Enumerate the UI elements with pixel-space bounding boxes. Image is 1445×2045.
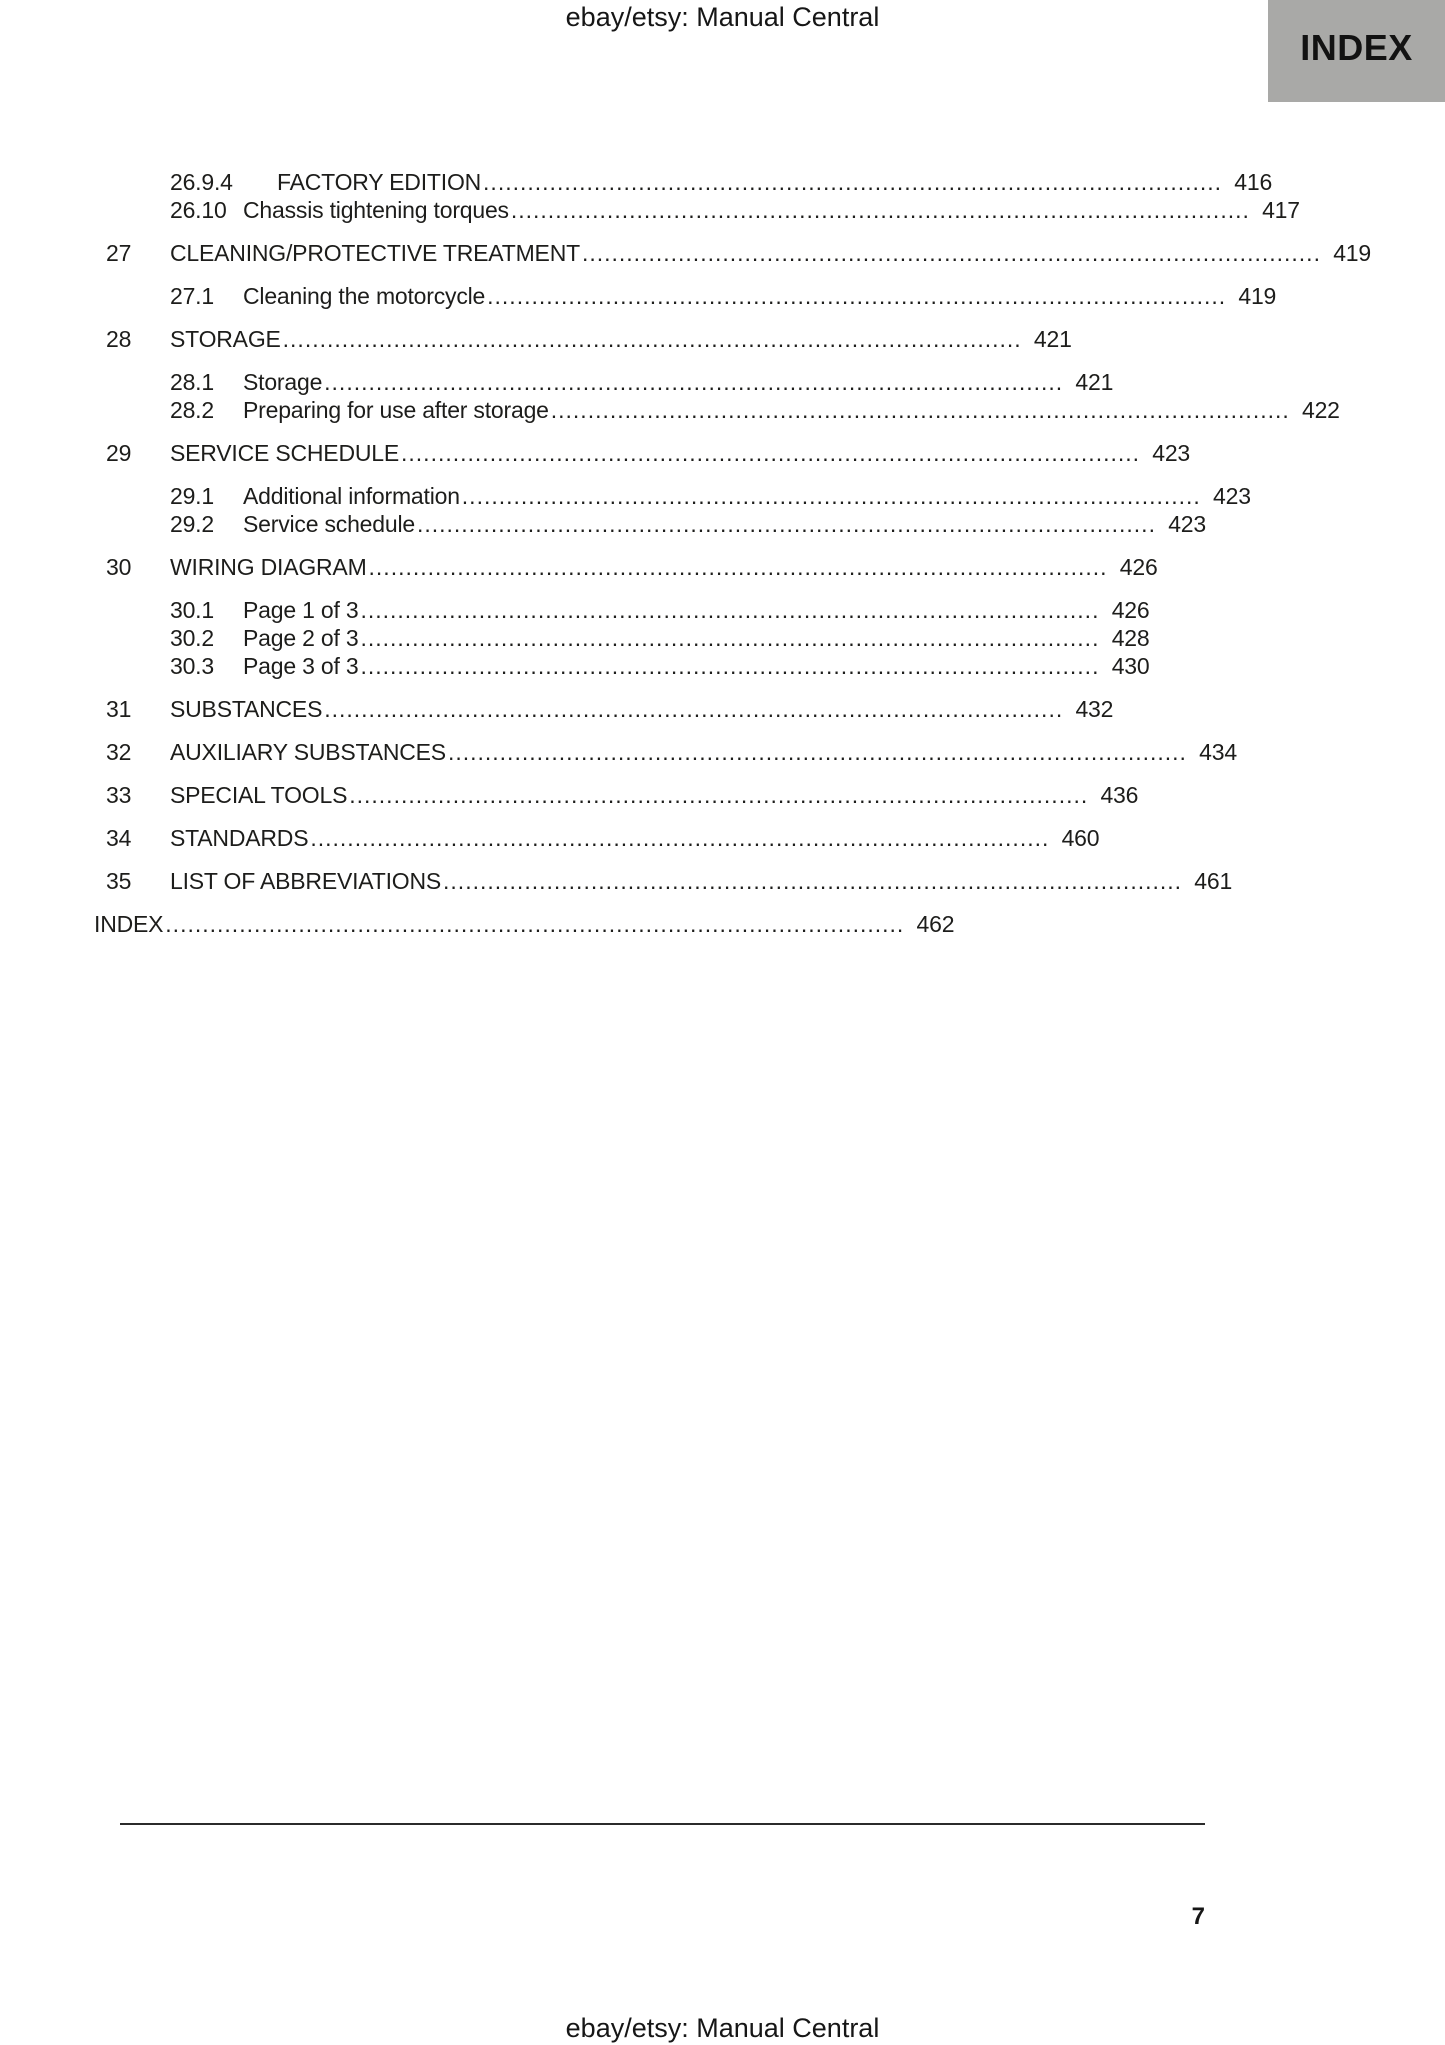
toc-entry-page: 461 [1194, 868, 1233, 894]
toc-entry-page: 460 [1061, 825, 1100, 851]
toc-entry-page: 421 [1075, 369, 1114, 395]
toc-entry-page: 422 [1301, 397, 1340, 423]
toc-entry-page: 423 [1213, 483, 1251, 509]
toc-entry-page: 432 [1075, 696, 1114, 722]
toc-leader-dots: .................................................................................................... [550, 397, 1290, 423]
toc-entry-number: 34 [106, 825, 132, 851]
toc-entry-title: CLEANING/PROTECTIVE TREATMENT [170, 240, 580, 266]
toc-leader-dots: .................................................................................................... [360, 653, 1100, 679]
toc-entry-page: 436 [1100, 782, 1139, 808]
toc-entry-number: 30 [106, 554, 132, 580]
toc-entry-page: 416 [1234, 169, 1273, 195]
toc-entry [94, 168, 1273, 196]
toc-entry-title: WIRING DIAGRAM [170, 554, 367, 580]
toc-entry-title: SPECIAL TOOLS [170, 782, 348, 808]
toc-entry-number: 30.1 [170, 597, 214, 623]
toc-leader-dots: .................................................................................................... [483, 169, 1223, 195]
toc-entry [94, 781, 1139, 809]
toc-entry [94, 738, 1237, 766]
toc-entry-page: 417 [1262, 197, 1300, 223]
toc-entry-number: 32 [106, 739, 132, 765]
toc-entry [94, 282, 1277, 310]
toc-entry-title: LIST OF ABBREVIATIONS [170, 868, 442, 894]
document-header-title: ebay/etsy: Manual Central [565, 2, 880, 32]
toc-entry-title: Cleaning the motorcycle [243, 283, 486, 309]
toc-entry-title: Page 3 of 3 [243, 653, 359, 679]
toc-entry-title: STORAGE [170, 326, 281, 352]
toc-leader-dots: .................................................................................................... [487, 283, 1227, 309]
toc-entry-number: 29.1 [170, 483, 214, 509]
toc-entry-page: 434 [1199, 739, 1237, 765]
toc-entry-number: 26.9.4 [170, 169, 233, 195]
toc-leader-dots: .................................................................................................... [360, 625, 1100, 651]
toc-entry-title: AUXILIARY SUBSTANCES [170, 739, 446, 765]
toc-entry [94, 624, 1150, 652]
toc-entry [94, 368, 1114, 396]
toc-entry-title: Page 2 of 3 [243, 625, 359, 651]
toc-leader-dots: .................................................................................................... [581, 240, 1321, 266]
toc-entry [94, 553, 1158, 581]
toc-entry-page: 430 [1111, 653, 1150, 679]
toc-entry-page: 421 [1033, 326, 1072, 352]
toc-entry-number: 31 [106, 696, 132, 722]
toc-leader-dots: .................................................................................................... [443, 868, 1183, 894]
toc-entry-number: 29 [106, 440, 132, 466]
toc-entry [94, 824, 1100, 852]
toc-entry-page: 426 [1111, 597, 1150, 623]
toc-entry-number: 28.1 [170, 369, 214, 395]
toc-entry [94, 867, 1233, 895]
toc-entry-number: 26.10 [170, 197, 227, 223]
toc-entry-title: STANDARDS [170, 825, 309, 851]
toc-leader-dots: .................................................................................................... [461, 483, 1201, 509]
toc-entry-title: Service schedule [243, 511, 415, 537]
toc-entry-page: 423 [1152, 440, 1191, 466]
toc-entry-title: Storage [243, 369, 323, 395]
toc-entry [94, 910, 955, 938]
index-tab [1268, 0, 1445, 102]
page-number: 7 [1191, 1903, 1205, 1930]
toc-leader-dots: .................................................................................................... [165, 911, 905, 937]
toc-entry [94, 510, 1206, 538]
toc-leader-dots: .................................................................................................... [324, 696, 1064, 722]
toc-entry [94, 196, 1300, 224]
toc-leader-dots: .................................................................................................... [368, 554, 1108, 580]
toc-entry-title: FACTORY EDITION [277, 169, 482, 195]
toc-leader-dots: .................................................................................................... [416, 511, 1156, 537]
toc-entry-title: SERVICE SCHEDULE [170, 440, 400, 466]
toc-entry-page: 426 [1119, 554, 1158, 580]
toc-leader-dots: .................................................................................................... [349, 782, 1089, 808]
footer-divider [120, 1823, 1205, 1825]
toc-entry-title: SUBSTANCES [170, 696, 323, 722]
toc-leader-dots: .................................................................................................... [447, 739, 1187, 765]
index-tab-label: INDEX [1300, 27, 1413, 68]
toc-entry [94, 239, 1371, 267]
toc-entry [94, 695, 1114, 723]
toc-entry-title: INDEX [94, 911, 164, 937]
toc-entry-page: 419 [1333, 240, 1371, 266]
toc-list [94, 168, 1371, 938]
toc-entry [94, 396, 1340, 424]
toc-entry-number: 35 [106, 868, 132, 894]
toc-entry-page: 428 [1111, 625, 1150, 651]
toc-leader-dots: .................................................................................................... [324, 369, 1064, 395]
toc-leader-dots: .................................................................................................... [310, 825, 1050, 851]
toc-entry-page: 423 [1168, 511, 1206, 537]
toc-entry-title: Preparing for use after storage [243, 397, 549, 423]
toc-entry-title: Page 1 of 3 [243, 597, 359, 623]
toc-entry-number: 28 [106, 326, 132, 352]
toc-entry-number: 29.2 [170, 511, 214, 537]
toc-entry-title: Additional information [243, 483, 460, 509]
toc-entry-page: 462 [916, 911, 955, 937]
toc-entry-number: 33 [106, 782, 132, 808]
toc-leader-dots: .................................................................................................... [401, 440, 1141, 466]
toc-entry [94, 482, 1251, 510]
toc-entry-page: 419 [1238, 283, 1277, 309]
toc-entry [94, 652, 1150, 680]
toc-entry [94, 596, 1150, 624]
toc-leader-dots: .................................................................................................... [510, 197, 1250, 223]
toc-entry-number: 30.3 [170, 653, 214, 679]
toc-entry-number: 27 [106, 240, 132, 266]
toc-entry-title: Chassis tightening torques [243, 197, 509, 223]
document-footer-title: ebay/etsy: Manual Central [565, 2013, 880, 2043]
toc-leader-dots: .................................................................................................... [360, 597, 1100, 623]
toc-entry-number: 27.1 [170, 283, 214, 309]
toc-entry-number: 28.2 [170, 397, 214, 423]
toc-entry-number: 30.2 [170, 625, 214, 651]
toc-entry [94, 325, 1072, 353]
toc-leader-dots: .................................................................................................... [282, 326, 1022, 352]
toc-entry [94, 439, 1191, 467]
